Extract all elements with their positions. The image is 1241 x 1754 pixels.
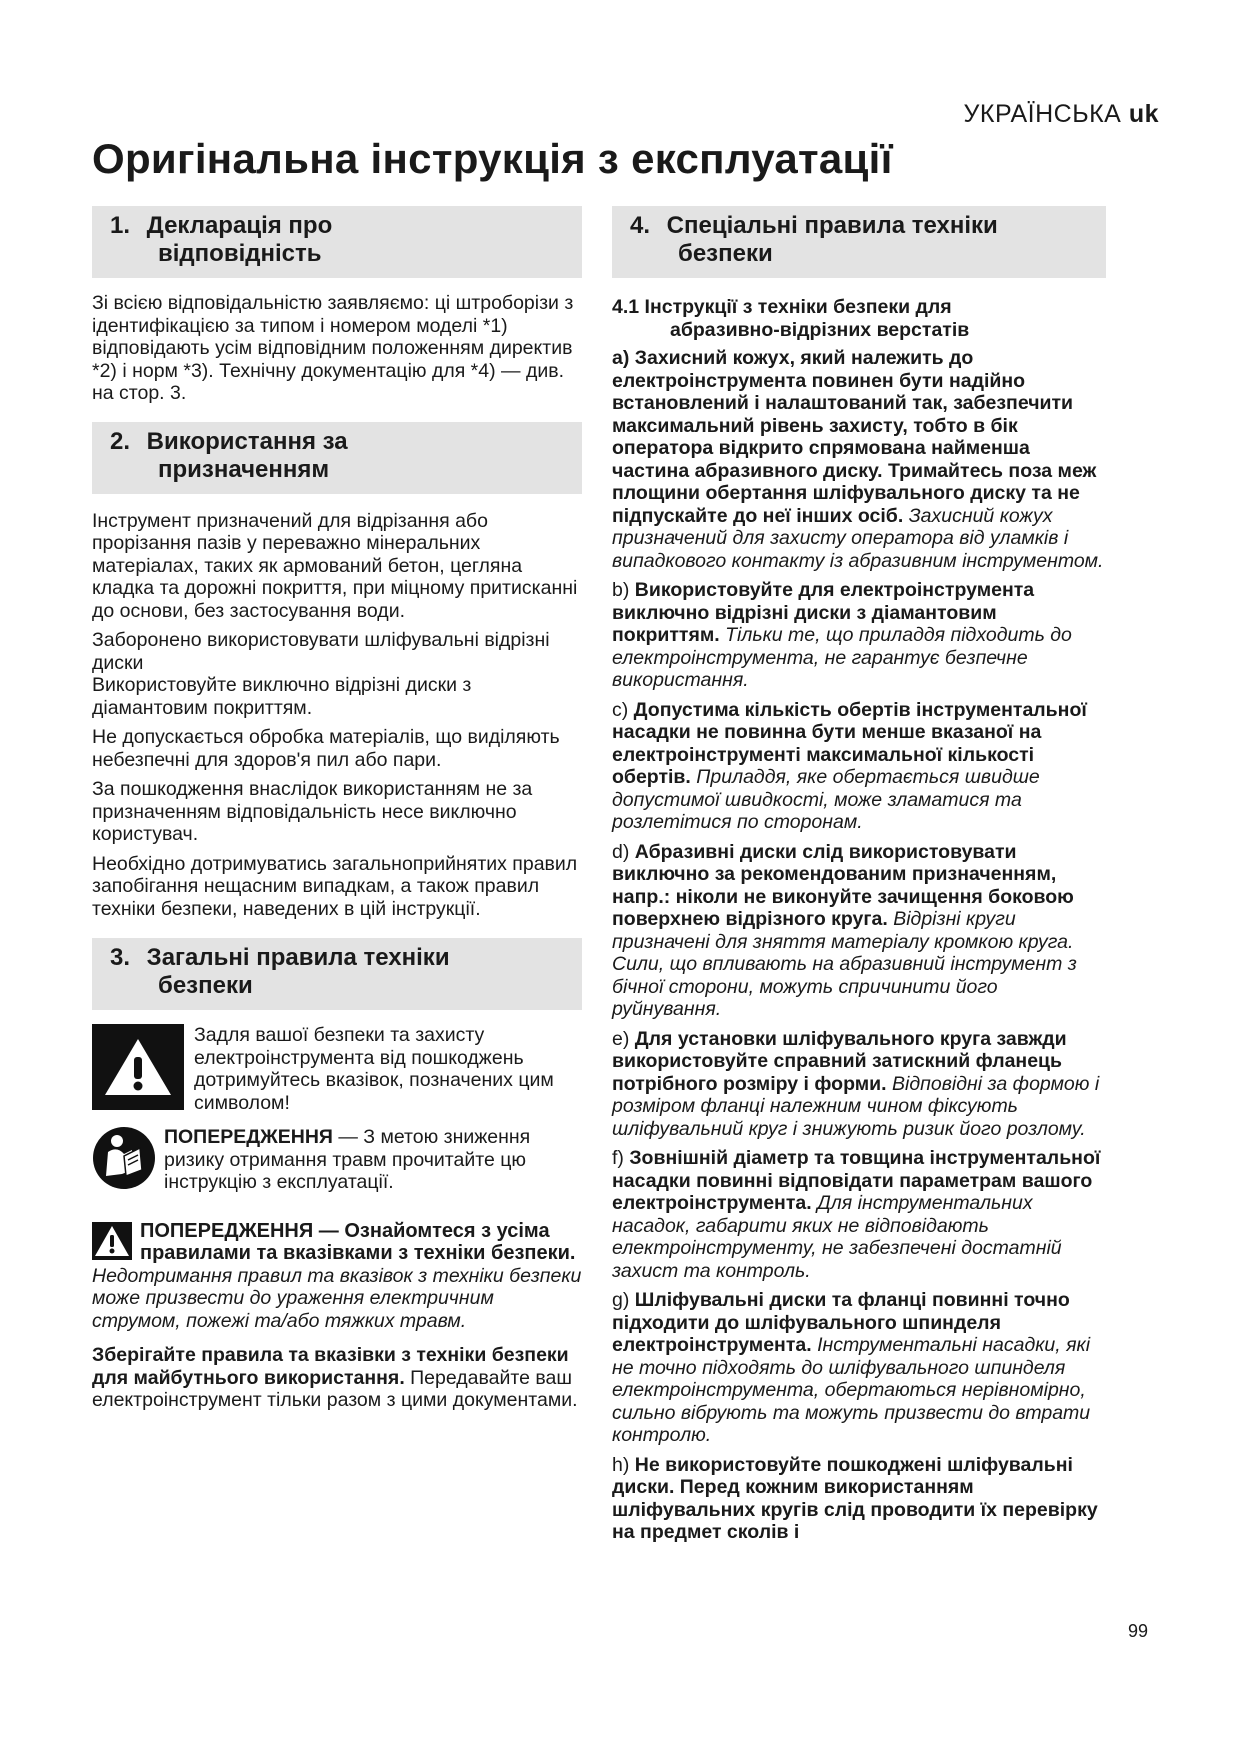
safety-symbol-text: Задля вашої безпеки та захисту електроінструмента від пошкоджень дотримуйтесь вказівок, позначених цим символом! xyxy=(194,1024,554,1114)
section-3-number: 3. xyxy=(110,944,131,971)
rule-f xyxy=(612,1147,1106,1282)
rule-g-bold: Шліфувальні диски та фланці повинні точно підходити до шліфувального шпинделя електроінструмента. xyxy=(612,1289,1070,1356)
rule-g xyxy=(612,1289,1106,1447)
subsection-4-1-title-line1: Інструкції з техніки безпеки для xyxy=(644,296,952,318)
rule-d xyxy=(612,841,1106,1021)
small-warning-triangle-icon xyxy=(92,1222,132,1260)
rule-a-bold: а) Захисний кожух, який належить до електроінструмента повинен бути надійно встановлений і налаштований так, забезпечити максимальний рівень захисту, тобто в бік оператора відкрито спрямована найменша частина абразивного диску. Тримайтесь поза меж площини обертання шліфувального диску та не підпускайте до неї інших осіб. xyxy=(612,347,1097,527)
rule-b-italic: Тільки те, що приладдя підходить до електроінструмента, не гарантує безпечне використання. xyxy=(612,624,1072,691)
section-3-title-line2: безпеки xyxy=(158,972,253,999)
section-2-title-line1: Використання за xyxy=(146,427,348,455)
section-4-number: 4. xyxy=(630,212,651,239)
safety-symbol-notice xyxy=(92,1024,582,1114)
language-label xyxy=(964,100,1159,129)
read-manual-warning-text: — З метою зниження ризику отримання травм прочитайте цю інструкцію з експлуатації. xyxy=(164,1126,531,1193)
rule-h-bold: Не використовуйте пошкоджені шліфувальні диски. Перед кожним використанням шліфувальних кругів слід проводити їх перевірку на предмет сколів і xyxy=(612,1453,1098,1543)
section-1-number: 1. xyxy=(110,212,131,239)
rule-e-bold: Для установки шліфувального круга завжди використовуйте справний затискний фланець потрібного розміру і форми. xyxy=(612,1027,1067,1095)
general-warning-bold: ПОПЕРЕДЖЕННЯ — Ознайомтеся з усіма правилами та вказівками з техніки безпеки. xyxy=(140,1219,576,1264)
language-code: uk xyxy=(1128,100,1159,128)
rule-d-bold: Абразивні диски слід використовувати виключно за рекомендованим призначенням, напр.: ніколи не виконуйте зачищення боковою поверхнею відрізного круга. xyxy=(612,840,1074,930)
section-1-title-line2: відповідність xyxy=(158,240,322,267)
rule-f-italic: Для інструментальних насадок, габарити яких не відповідають електроінструменту, не забезпечені достатній захист та контроль. xyxy=(612,1192,1062,1282)
rule-e xyxy=(612,1028,1106,1141)
general-warning-paragraph xyxy=(92,1220,582,1333)
rule-c-italic: Приладдя, яке обертається швидше допустимої швидкості, може зламатися та розлетітися по сторонам. xyxy=(612,766,1040,833)
rule-b-letter: b) xyxy=(612,579,635,601)
read-manual-text xyxy=(164,1126,582,1194)
read-manual-warning-label: ПОПЕРЕДЖЕННЯ xyxy=(164,1126,333,1148)
section-2-paragraph-1: Інструмент призначений для відрізання або прорізання пазів у переважно мінеральних матеріалах, таких як армований бетон, цегляна кладка та дорожні покриття, при міцному притисканні до основи, без застосування води. xyxy=(92,509,578,622)
rule-f-bold: Зовнішній діаметр та товщина інструментальної насадки повинні відповідати параметрам вашого електроінструмента. xyxy=(612,1147,1101,1214)
rule-c-letter: c) xyxy=(612,698,634,721)
left-column xyxy=(92,206,582,1412)
section-1-title-line1: Декларація про xyxy=(146,212,333,239)
section-4-heading xyxy=(612,206,1106,278)
rule-h-letter: h) xyxy=(612,1453,635,1476)
section-2-paragraph-4: За пошкодження внаслідок використанням не за призначенням відповідальність несе виключно користувач. xyxy=(92,778,533,845)
rule-g-italic: Інструментальні насадки, які не точно підходять до шліфувального шпинделя електроінструмента, обертаються нерівномірно, сильно вібрують та можуть призвести до втрати контролю. xyxy=(612,1334,1091,1446)
read-manual-icon xyxy=(92,1126,156,1190)
rule-h xyxy=(612,1454,1106,1544)
rule-d-italic: Відрізні круги призначені для зняття матеріалу кромкою круга. Сили, що впливають на абразивний інструмент з бічної сторони, можуть спричинити його руйнування. xyxy=(612,908,1077,1020)
section-3-heading xyxy=(92,938,582,1010)
keep-instructions-paragraph xyxy=(92,1344,582,1412)
page-title: Оригінальна інструкція з експлуатації xyxy=(92,135,893,182)
rule-g-letter: g) xyxy=(612,1289,635,1311)
section-2-paragraph-2a: Заборонено використовувати шліфувальні відрізні диски xyxy=(92,629,550,674)
rule-c-bold: Допустима кількість обертів інструментальної насадки не повинна бути менше вказаної на електроінструменті максимальної кількості обертів. xyxy=(612,698,1087,788)
warning-triangle-icon xyxy=(92,1024,184,1110)
section-1-text: Зі всією відповідальністю заявляємо: ці штроборізи з ідентифікацією за типом і номером моделі *1) відповідають усім відповідним положенням директив *2) і норм *3). Технічну документацію для *4) — див. на стор. 3. xyxy=(92,292,574,404)
language-name: УКРАЇНСЬКА xyxy=(963,100,1122,128)
page-number: 99 xyxy=(1128,1621,1149,1641)
section-2-paragraph-3: Не допускається обробка матеріалів, що виділяють небезпечні для здоров'я пил або пари. xyxy=(92,726,560,771)
section-2-paragraph-2b: Використовуйте виключно відрізні диски з діамантовим покриттям. xyxy=(92,674,472,719)
subsection-4-1-heading xyxy=(612,296,1106,341)
rule-e-italic: Відповідні за формою і розміром фланці належним чином фіксують шліфувальний круг і знижують ризик його розлому. xyxy=(612,1072,1100,1140)
section-4-title-line1: Спеціальні правила техніки xyxy=(666,212,998,239)
general-warning-italic: Недотримання правил та вказівок з техніки безпеки може призвести до ураження електричним струмом, пожежі та/або тяжких травм. xyxy=(92,1264,582,1332)
rule-c xyxy=(612,699,1106,834)
section-2-title-line2: призначенням xyxy=(158,455,330,483)
rule-f-letter: f) xyxy=(612,1147,630,1169)
keep-instructions-text: Передавайте ваш електроінструмент тільки разом з цими документами. xyxy=(92,1366,578,1411)
section-2-heading xyxy=(92,422,582,494)
section-2-paragraph-5: Необхідно дотримуватись загальноприйнятих правил запобігання нещасним випадкам, а також правил техніки безпеки, наведених в цій інструкції. xyxy=(92,852,578,920)
subsection-4-1-title-line2: абразивно-відрізних верстатів xyxy=(670,318,970,341)
rule-b-bold: Використовуйте для електроінструмента виключно відрізні диски з діамантовим покриттям. xyxy=(612,579,1035,646)
section-4-title-line2: безпеки xyxy=(678,240,773,267)
rule-a xyxy=(612,347,1106,572)
rule-b xyxy=(612,579,1106,692)
rule-d-letter: d) xyxy=(612,840,635,863)
section-2-number: 2. xyxy=(110,427,131,455)
subsection-4-1-number: 4.1 xyxy=(612,296,640,318)
section-3-title-line1: Загальні правила техніки xyxy=(146,944,450,971)
keep-instructions-bold: Зберігайте правила та вказівки з техніки безпеки для майбутнього використання. xyxy=(92,1344,569,1389)
rule-a-italic: Захисний кожух призначений для захисту оператора від уламків і випадкового контакту із абразивним інструментом. xyxy=(612,504,1104,572)
right-column xyxy=(612,206,1106,1544)
section-1-heading xyxy=(92,206,582,278)
read-manual-notice xyxy=(92,1126,582,1194)
rule-e-letter: e) xyxy=(612,1027,635,1050)
